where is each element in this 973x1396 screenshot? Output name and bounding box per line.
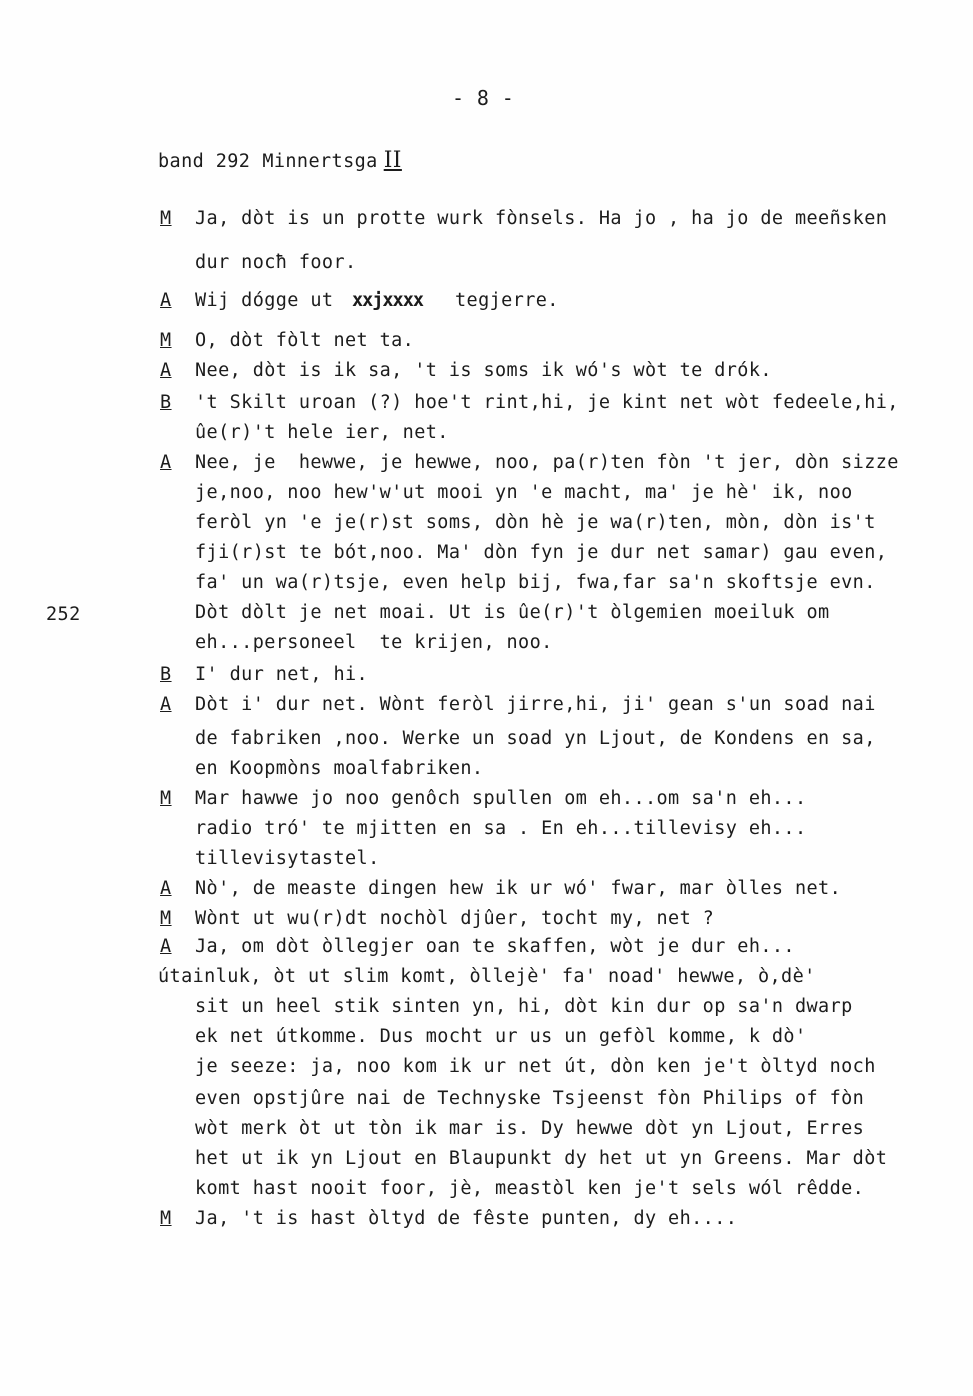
speaker-label: A	[160, 360, 172, 381]
speaker-label: B	[160, 392, 172, 413]
transcript-line: útainluk, òt ut slim komt, òllejè' fa' noad' hewwe, ò,dè'	[158, 966, 816, 987]
transcript-line: 't Skilt uroan (?) hoe't rint,hi, je kint net wòt fedeele,hi,	[195, 392, 899, 413]
speaker-label: A	[160, 452, 172, 473]
transcript-line: Dòt dòlt je net moai. Ut is ûe(r)'t òlgemien moeiluk om	[195, 602, 830, 623]
speaker-label: B	[160, 664, 172, 685]
transcript-line: Nò', de measte dingen hew ik ur wó' fwar, mar òlles net.	[195, 878, 842, 899]
transcript-line: wòt merk òt ut tòn ik mar is. Dy hewwe dòt yn Ljout, Erres	[195, 1118, 865, 1139]
transcript-line: Nee, dòt is ik sa, 't is soms ik wó's wòt te drók.	[195, 360, 772, 381]
transcript-line: even opstjûre nai de Technyske Tsjeenst fòn Philips of fòn	[195, 1088, 865, 1109]
transcript-line: Wij dógge ut	[195, 290, 334, 311]
transcript-line: Ja, dòt is un protte wurk fònsels. Ha jo , ha jo de meeñsken	[195, 208, 888, 229]
transcript-line: Dòt i' dur net. Wònt feròl jirre,hi, ji' gean s'un soad nai	[195, 694, 876, 715]
transcript-line: I' dur net, hi.	[195, 664, 369, 685]
location-name: Minnertsga	[262, 151, 378, 172]
transcript-line: sit un heel stik sinten yn, hi, dòt kin dur op sa'n dwarp	[195, 996, 853, 1017]
transcript-line: en Koopmòns moalfabriken.	[195, 758, 484, 779]
transcript-line: fa' un wa(r)tsje, even help bij, fwa,far sa'n skoftsje evn.	[195, 572, 876, 593]
speaker-label: M	[160, 788, 172, 809]
transcript-line: Ja, om dòt òllegjer oan te skaffen, wòt je dur eh...	[195, 936, 795, 957]
transcript-line: ek net útkomme. Dus mocht ur us un gefòl komme, k dò'	[195, 1026, 807, 1047]
transcript-line: fji(r)st te bót,noo. Ma' dòn fyn je dur net samar) gau even,	[195, 542, 888, 563]
speaker-label: M	[160, 330, 172, 351]
speaker-label: A	[160, 878, 172, 899]
transcript-line: Nee, je hewwe, je hewwe, noo, pa(r)ten fòn 't jer, dòn sizze	[195, 452, 899, 473]
transcript-line: radio tró' te mjitten en sa . En eh...tillevisy eh...	[195, 818, 807, 839]
transcript-line: Ja, 't is hast òltyd de fêste punten, dy eh....	[195, 1208, 738, 1229]
transcript-line: feròl yn 'e je(r)st soms, dòn hè je wa(r)ten, mòn, dòn is't	[195, 512, 876, 533]
speaker-label: M	[160, 908, 172, 929]
struck-out-text: xxjxxxx	[352, 290, 423, 311]
transcript-line: eh...personeel te krijen, noo.	[195, 632, 553, 653]
transcript-line: de fabriken ,noo. Werke un soad yn Ljout, de Kondens en sa,	[195, 728, 876, 749]
transcript-line: Wònt ut wu(r)dt nochòl djûer, tocht my, net ?	[195, 908, 715, 929]
speaker-label: A	[160, 290, 172, 311]
transcript-line: tegjerre.	[455, 290, 559, 311]
recording-header	[158, 148, 402, 173]
transcript-line: komt hast nooit foor, jè, meastòl ken je't sels wól rêdde.	[195, 1178, 865, 1199]
transcript-line: Mar hawwe jo noo genôch spullen om eh...om sa'n eh...	[195, 788, 807, 809]
transcript-line: je,noo, noo hew'w'ut mooi yn 'e macht, ma' je hè' ik, noo	[195, 482, 853, 503]
speaker-label: A	[160, 936, 172, 957]
speaker-label: M	[160, 208, 172, 229]
part-roman-numeral: II	[383, 148, 402, 173]
transcript-line: tillevisytastel.	[195, 848, 380, 869]
transcript-line: ûe(r)'t hele ier, net.	[195, 422, 449, 443]
transcript-line: O, dòt fòlt net ta.	[195, 330, 415, 351]
margin-counter-note: 252	[46, 604, 81, 625]
speaker-label: M	[160, 1208, 172, 1229]
transcript-line: het ut ik yn Ljout en Blaupunkt dy het ut yn Greens. Mar dòt	[195, 1148, 888, 1169]
transcript-line: dur nocħ foor.	[195, 252, 357, 273]
page-number: - 8 -	[452, 86, 515, 110]
band-label: band 292	[158, 151, 251, 172]
transcript-line: je seeze: ja, noo kom ik ur net út, dòn ken je't òltyd noch	[195, 1056, 876, 1077]
speaker-label: A	[160, 694, 172, 715]
